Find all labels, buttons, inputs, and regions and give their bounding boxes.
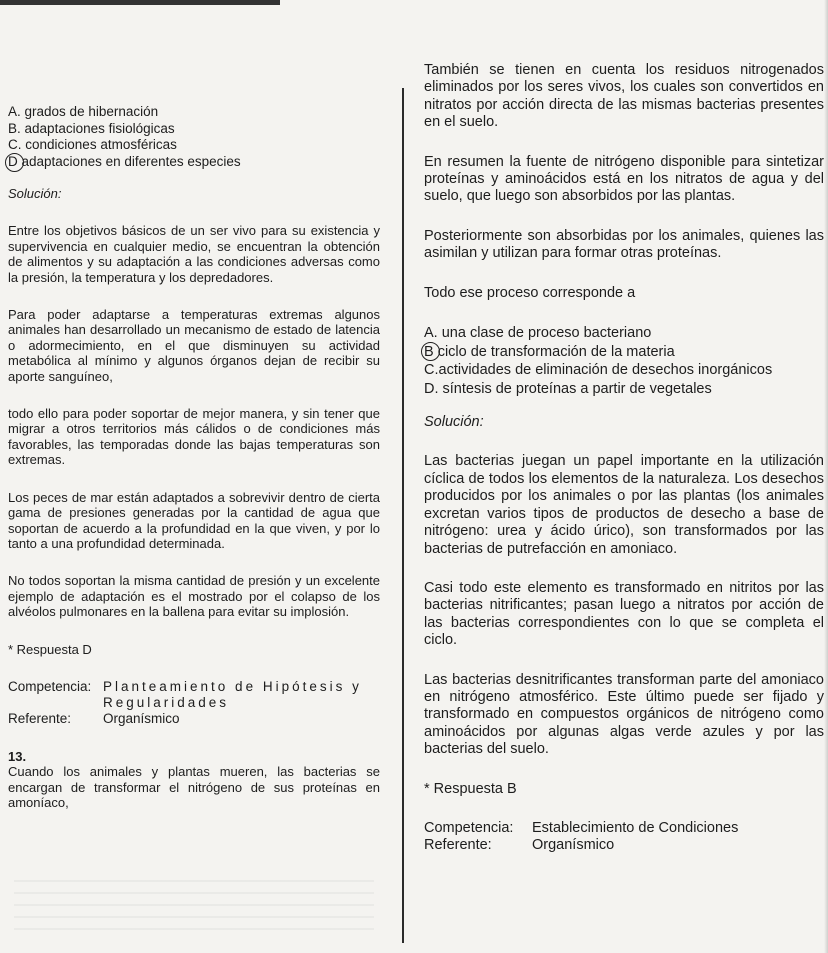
competencia-value: Planteamiento de Hipótesis y Regularidades: [103, 678, 362, 710]
answer-options-12: [8, 104, 380, 170]
answer-options-13: [424, 324, 824, 398]
option-a: A. grados de hibernación: [8, 104, 159, 119]
competencia-label: Competencia:: [8, 678, 92, 694]
paragraph: Posteriormente son absorbidas por los animales, quienes las asimilan y utilizan para formar otras proteínas.: [424, 227, 824, 262]
column-divider: [402, 88, 404, 943]
question-number: 13.: [8, 748, 27, 764]
paragraph: En resumen la fuente de nitrógeno disponible para sintetizar proteínas y aminoácidos está en los nitratos de agua y del suelo, que luego son absorbidos por las plantas.: [424, 153, 824, 205]
paragraph: Para poder adaptarse a temperaturas extremas algunos animales han desarrollado un mecanismo de estado de latencia o adormecimiento, en el que disminuyen su actividad metabólica al mínimo y algunos órganos dejan de recibir su aporte sanguíneo,: [8, 307, 380, 384]
circle-mark: [421, 342, 440, 361]
competencia-block: [8, 679, 380, 727]
option-b-selected: B ciclo de transformación de la materia: [424, 343, 824, 362]
left-column: [8, 104, 380, 811]
paragraph: Las bacterias juegan un papel importante en la utilización cíclica de todos los elementos de la naturaleza. Los desechos producidos por los animales o por las plantas (los animales excretan varios tipos de productos de desecho a base de nitrógeno: urea y ácido úrico), son transformados por las bacterias de putrefacción en amoniaco.: [424, 453, 824, 557]
top-edge-bar: [0, 0, 280, 5]
option-c: C. condiciones atmosféricas: [8, 137, 177, 152]
solution-label: Solución:: [424, 414, 484, 431]
right-column: [424, 62, 824, 854]
answer: * Respuesta B: [424, 780, 517, 797]
question-prompt: Todo ese proceso corresponde a: [424, 284, 636, 301]
referente-label: Referente:: [8, 710, 72, 726]
page-edge-shadow: [824, 0, 828, 953]
competencia-value: Establecimiento de Condiciones: [532, 819, 739, 836]
answer: * Respuesta D: [8, 641, 92, 657]
option-c: C.actividades de eliminación de desechos inorgánicos: [424, 362, 773, 379]
question-text: Cuando los animales y plantas mueren, las bacterias se encargan de transformar el nitrógeno de sus proteínas en amoníaco,: [8, 764, 380, 811]
competencia-block: [424, 820, 824, 854]
competencia-label: Competencia:: [424, 819, 514, 836]
option-d: D. síntesis de proteínas a partir de vegetales: [424, 380, 712, 397]
option-a: A. una clase de proceso bacteriano: [424, 325, 652, 342]
solution-label: Solución:: [8, 186, 62, 201]
paragraph: También se tienen en cuenta los residuos nitrogenados eliminados por los seres vivos, los cuales son convertidos en nitratos por acción directa de las mismas bacterias presentes en el suelo.: [424, 62, 824, 131]
paragraph: todo ello para poder soportar de mejor manera, y sin tener que migrar a otros territorios más cálidos o de condiciones más favorables, las temporadas donde las bajas temperaturas son extremas.: [8, 406, 380, 468]
option-b: B. adaptaciones fisiológicas: [8, 120, 175, 136]
paragraph: Los peces de mar están adaptados a sobrevivir dentro de cierta gama de presiones generadas por la cantidad de agua que soportan de acuerdo a la profundidad en la que viven, y por lo tanto a una profundidad determinada.: [8, 489, 380, 551]
faint-bleedthrough: [14, 880, 374, 940]
option-d-selected: D adaptaciones en diferentes especies: [8, 154, 380, 171]
referente-label: Referente:: [424, 836, 492, 853]
referente-value: Organísmico: [103, 710, 180, 726]
referente-value: Organísmico: [532, 836, 615, 853]
circle-mark: [5, 153, 24, 172]
paragraph: Entre los objetivos básicos de un ser vivo para su existencia y supervivencia en cualquier medio, se encuentran la obtención de alimentos y su adaptación a las condiciones adversas como la presión, la temperatura y los depredadores.: [8, 223, 380, 285]
paragraph: Casi todo este elemento es transformado en nitritos por las bacterias nitrificantes; pasan luego a nitratos por acción de las bacterias correspondientes con lo que se completa el ciclo.: [424, 579, 824, 649]
paragraph: Las bacterias desnitrificantes transforman parte del amoniaco en nitrógeno atmosférico. Este último puede ser fijado y transformado en compuestos orgánicos de nitrógeno como aminoácidos por algunas algas verde azules y por las bacterias del suelo.: [424, 671, 824, 758]
paragraph: No todos soportan la misma cantidad de presión y un excelente ejemplo de adaptación es el mostrado por el colapso de los alvéolos pulmonares en la ballena para evitar su implosión.: [8, 573, 380, 620]
